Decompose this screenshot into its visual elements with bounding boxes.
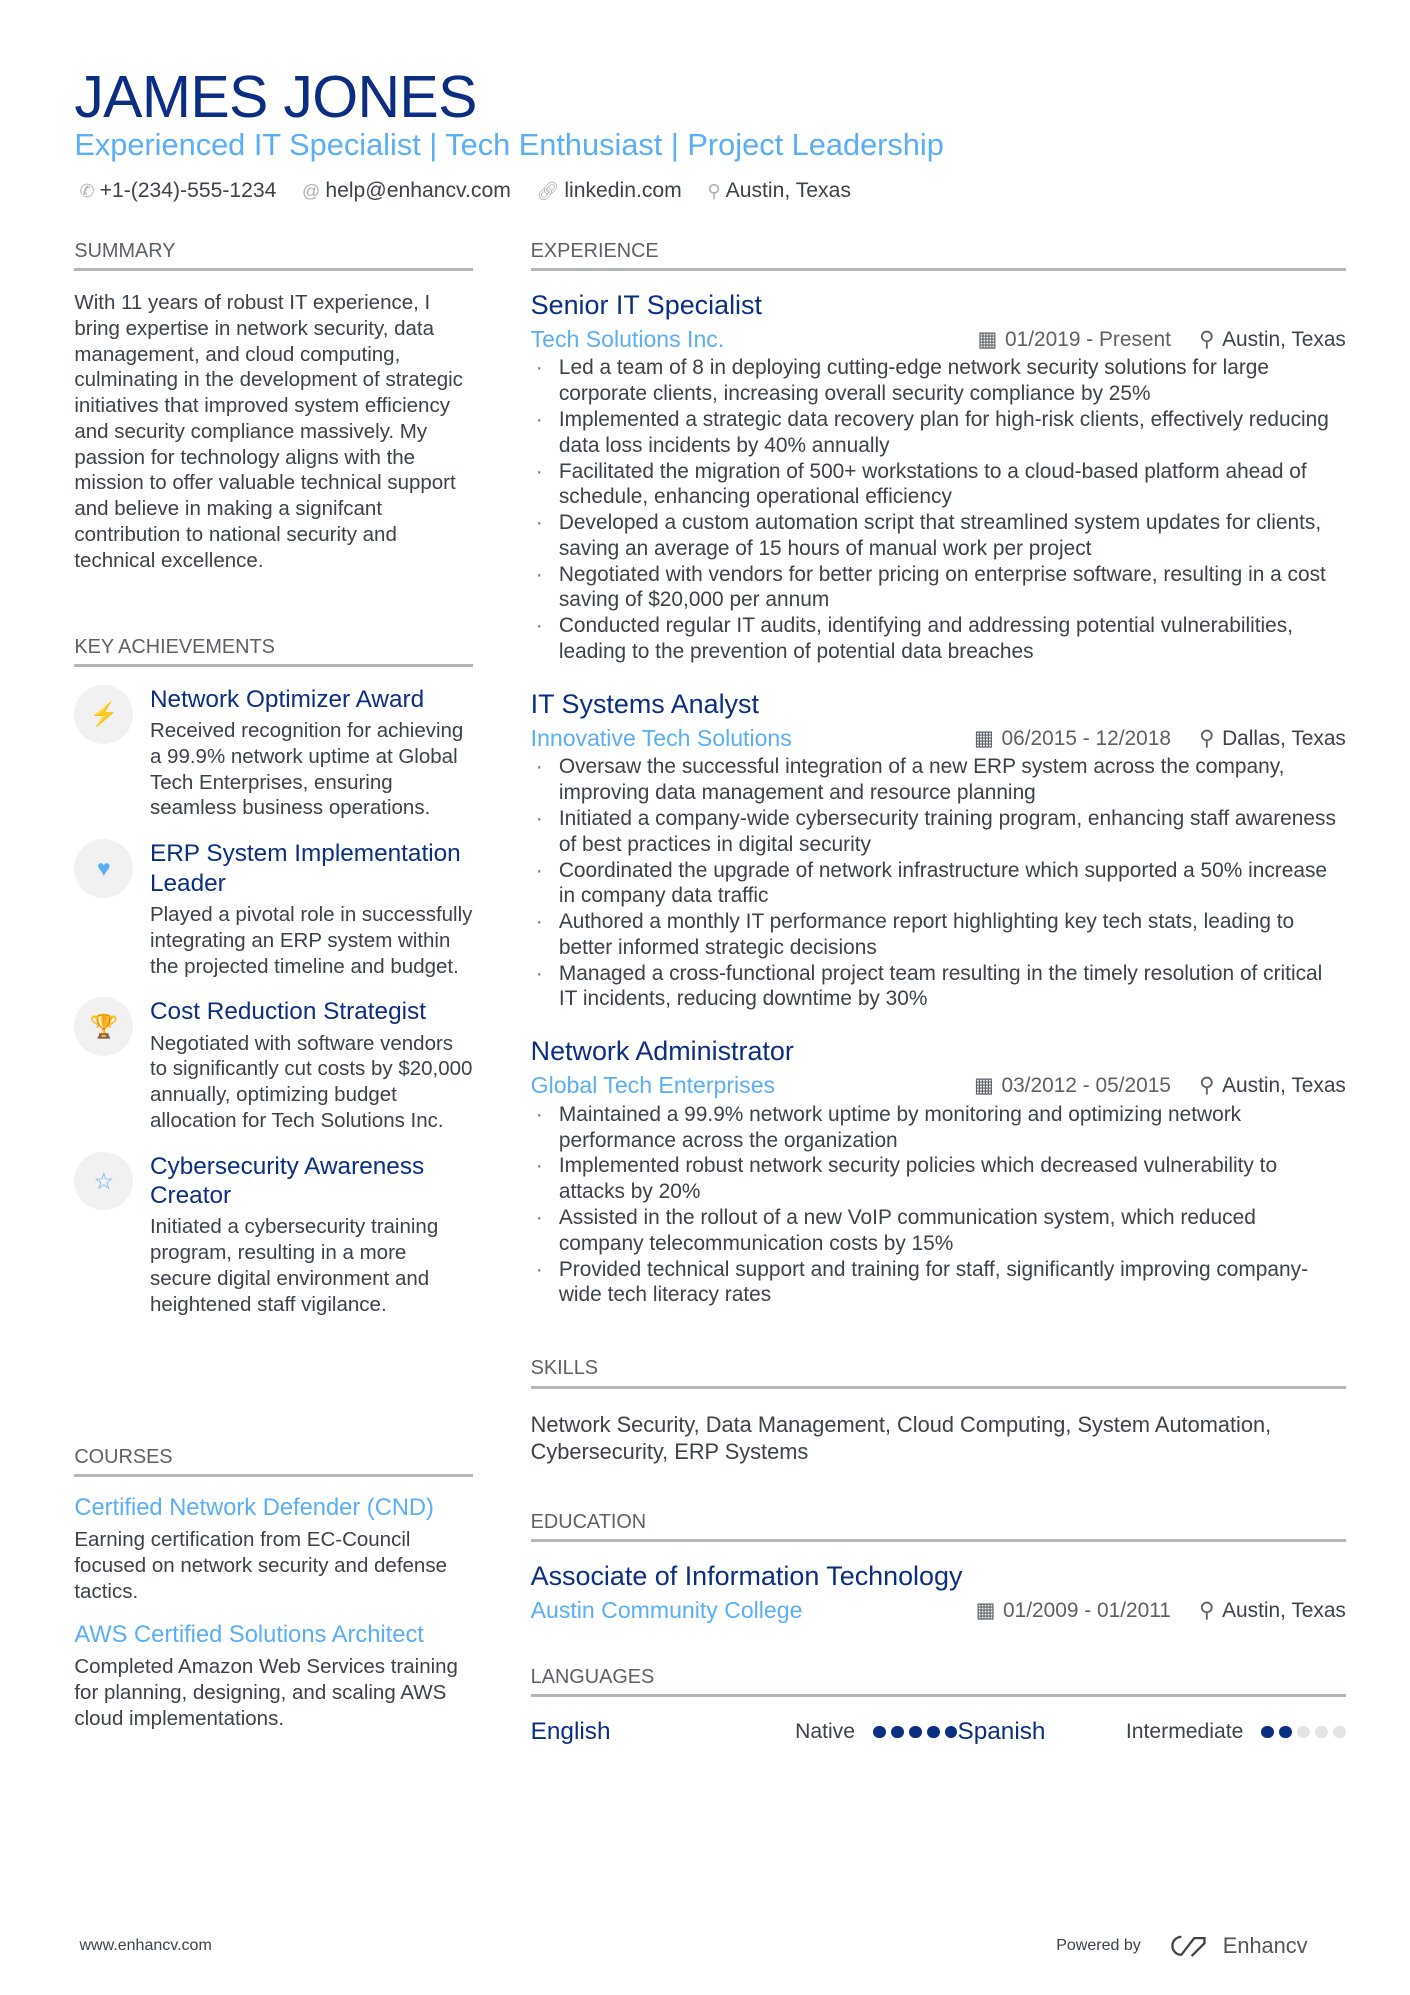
education-location: Austin, Texas [1222, 1599, 1346, 1623]
achievement-body [150, 685, 473, 821]
company-name[interactable]: Global Tech Enterprises [530, 1072, 776, 1099]
course-item [74, 1622, 473, 1731]
phone-icon: ✆ [79, 181, 95, 202]
location-pin-icon: ⚲ [707, 181, 721, 202]
course-text: Completed Amazon Web Services training for planning, designing, and scaling AWS cloud implementations. [74, 1655, 458, 1730]
trophy-icon: 🏆 [74, 997, 133, 1056]
job-bullet: · Led a team of 8 in deploying cutting-edge network security solutions for large corporate clients, increasing overall security compliance by 25% [531, 355, 1346, 407]
job-meta-row [531, 326, 1346, 353]
language-level: Native [795, 1719, 855, 1743]
achievements-heading: KEY ACHIEVEMENTS [74, 636, 473, 667]
job-entry [531, 688, 1346, 1012]
candidate-headline: Experienced IT Specialist | Tech Enthusiast | Project Leadership [74, 126, 944, 162]
location-text: Austin, Texas [725, 179, 851, 203]
rating-dot [891, 1726, 904, 1739]
summary-heading: SUMMARY [74, 240, 473, 271]
contact-location [707, 179, 851, 203]
language-rating [873, 1726, 958, 1739]
job-dates-wrap [974, 726, 1171, 751]
candidate-name: JAMES JONES [74, 65, 477, 131]
job-meta [974, 1073, 1346, 1098]
job-bullet: · Negotiated with vendors for better pricing on enterprise software, resulting in a cost saving of $20,000 per annum [531, 562, 1346, 614]
language-name: English [530, 1717, 611, 1745]
job-dates: 03/2012 - 05/2015 [1001, 1074, 1171, 1098]
course-title[interactable]: Certified Network Defender (CND) [74, 1494, 434, 1521]
rating-dot [1297, 1726, 1310, 1739]
rating-dot [873, 1726, 886, 1739]
job-bullet: · Maintained a 99.9% network uptime by monitoring and optimizing network performance across the organization [531, 1102, 1346, 1154]
location-pin-icon: ⚲ [1199, 1599, 1215, 1623]
experience-section [531, 240, 1346, 1308]
footer-url[interactable]: www.enhancv.com [79, 1935, 212, 1954]
language-item [957, 1718, 1345, 1746]
job-entry [531, 1035, 1346, 1308]
course-item [74, 1495, 473, 1604]
achievement-title: ERP System Implementation Leader [149, 840, 461, 897]
job-meta [974, 726, 1346, 751]
rating-dot [1315, 1726, 1328, 1739]
language-level: Intermediate [1125, 1719, 1244, 1743]
powered-by [1056, 1933, 1307, 1959]
school: Austin Community College [530, 1597, 803, 1624]
job-dates-wrap [974, 1073, 1171, 1098]
courses-list [74, 1495, 473, 1732]
job-bullets [531, 1102, 1346, 1308]
achievement-title: Cost Reduction Strategist [149, 998, 426, 1026]
bolt-icon: ⚡ [74, 685, 133, 744]
rating-dot [1279, 1726, 1292, 1739]
email-text[interactable]: help@enhancv.com [325, 179, 511, 203]
contact-bar [79, 179, 850, 203]
job-bullet: · Initiated a company-wide cybersecurity training program, enhancing staff awareness of best practices in digital security [531, 806, 1346, 858]
languages-list [531, 1718, 1346, 1746]
job-dates: 06/2015 - 12/2018 [1001, 726, 1171, 750]
company-name[interactable]: Innovative Tech Solutions [530, 724, 792, 751]
job-meta [978, 327, 1346, 352]
achievement-title: Cybersecurity Awareness Creator [149, 1152, 425, 1210]
job-location: Austin, Texas [1222, 327, 1346, 351]
calendar-icon: ▦ [975, 1599, 996, 1623]
achievement-body [150, 839, 473, 979]
achievements-section [74, 636, 473, 1323]
job-bullet: · Oversaw the successful integration of a new ERP system across the company, improving data management and resource planning [531, 754, 1346, 806]
link-text[interactable]: linkedin.com [564, 179, 682, 203]
achievement-title: Network Optimizer Award [149, 685, 425, 713]
skills-text: Network Security, Data Management, Cloud Computing, System Automation, Cybersecurity, ERP Systems [530, 1411, 1272, 1464]
course-title[interactable]: AWS Certified Solutions Architect [74, 1622, 424, 1649]
job-bullet: · Authored a monthly IT performance report highlighting key tech stats, leading to better informed strategic decisions [531, 909, 1346, 961]
phone-text: +1-(234)-555-1234 [99, 179, 277, 203]
job-bullet: · Provided technical support and training for staff, significantly improving company-wide tech literacy rates [531, 1257, 1346, 1309]
job-bullet: · Implemented robust network security policies which decreased vulnerability to attacks by 20% [531, 1153, 1346, 1205]
heart-icon: ♥ [74, 839, 133, 898]
calendar-icon: ▦ [974, 1074, 994, 1098]
contact-email[interactable] [302, 179, 511, 203]
course-text: Earning certification from EC-Council focused on network security and defense tactics. [74, 1528, 447, 1603]
link-icon: 🔗︎ [536, 181, 560, 202]
achievement-body [150, 1152, 473, 1318]
languages-heading: LANGUAGES [531, 1666, 1346, 1697]
rating-dot [1333, 1726, 1346, 1739]
job-bullets [531, 754, 1346, 1012]
achievement-text: Negotiated with software vendors to significantly cut costs by $20,000 annually, optimizing budget allocation for Tech Solutions Inc. [149, 1031, 473, 1132]
at-icon: @ [302, 181, 321, 202]
job-bullet: · Assisted in the rollout of a new VoIP communication system, which reduced company telecommunication costs by 15% [531, 1205, 1346, 1257]
calendar-icon: ▦ [974, 726, 994, 750]
powered-by-label: Powered by [1056, 1936, 1141, 1955]
education-section [531, 1511, 1346, 1624]
job-location-wrap [1199, 1073, 1346, 1098]
job-dates: 01/2019 - Present [1004, 327, 1171, 351]
achievement-text: Received recognition for achieving a 99.9% network uptime at Global Tech Enterprises, ensuring seamless business operations. [149, 719, 464, 820]
job-bullet: · Coordinated the upgrade of network infrastructure which supported a 50% increase in company data traffic [531, 858, 1346, 910]
star-half-icon: ☆ [74, 1152, 133, 1211]
education-entry [531, 1560, 1346, 1624]
language-name: Spanish [957, 1717, 1046, 1745]
job-title: Senior IT Specialist [530, 289, 762, 320]
achievement-text: Initiated a cybersecurity training program, resulting in a more secure digital environment and heightened staff vigilance. [149, 1215, 439, 1316]
summary-section [74, 240, 473, 574]
achievement-item [74, 997, 473, 1133]
job-bullets [531, 355, 1346, 664]
location-pin-icon: ⚲ [1199, 1074, 1215, 1098]
languages-section [531, 1666, 1346, 1746]
job-location: Austin, Texas [1222, 1074, 1346, 1098]
rating-dot [927, 1726, 940, 1739]
job-location-wrap [1199, 726, 1346, 751]
language-rating [1261, 1726, 1346, 1739]
job-location: Dallas, Texas [1222, 726, 1346, 750]
job-meta-row [531, 725, 1346, 752]
job-title: IT Systems Analyst [530, 688, 759, 719]
job-meta-row [531, 1072, 1346, 1099]
calendar-icon: ▦ [977, 327, 998, 351]
job-title: Network Administrator [530, 1036, 794, 1067]
achievement-item [74, 839, 473, 979]
enhancv-logo-icon [1166, 1933, 1212, 1959]
location-pin-icon: ⚲ [1199, 726, 1215, 750]
job-bullet: · Developed a custom automation script that streamlined system updates for clients, saving an average of 15 hours of manual work per project [531, 510, 1346, 562]
job-bullet: · Facilitated the migration of 500+ workstations to a cloud-based platform ahead of schedule, enhancing operational efficiency [531, 459, 1346, 511]
company-name[interactable]: Tech Solutions Inc. [530, 325, 725, 352]
brand-name: Enhancv [1222, 1932, 1308, 1958]
achievement-item [74, 685, 473, 821]
rating-dot [945, 1726, 958, 1739]
experience-list [531, 289, 1346, 1308]
rating-dot [1261, 1726, 1274, 1739]
education-heading: EDUCATION [531, 1511, 1346, 1542]
achievement-body [150, 997, 473, 1133]
enhancv-logo [1166, 1933, 1307, 1959]
courses-heading: COURSES [74, 1446, 473, 1477]
achievement-text: Played a pivotal role in successfully integrating an ERP system within the projected timeline and budget. [149, 902, 473, 978]
degree: Associate of Information Technology [530, 1561, 963, 1592]
job-location-wrap [1199, 327, 1346, 352]
contact-link[interactable] [536, 179, 681, 203]
achievements-list [74, 685, 473, 1318]
contact-phone [79, 179, 276, 203]
skills-section [531, 1357, 1346, 1465]
job-bullet: · Conducted regular IT audits, identifying and addressing potential vulnerabilities, leading to the prevention of potential data breaches [531, 613, 1346, 665]
skills-heading: SKILLS [531, 1357, 1346, 1388]
job-entry [531, 289, 1346, 665]
rating-dot [909, 1726, 922, 1739]
job-bullet: · Implemented a strategic data recovery plan for high-risk clients, effectively reducing data loss incidents by 40% annually [531, 407, 1346, 459]
language-item [531, 1718, 958, 1746]
job-bullet: · Managed a cross-functional project team resulting in the timely resolution of critical IT incidents, reducing downtime by 30% [531, 961, 1346, 1013]
courses-section [74, 1446, 473, 1732]
achievement-item [74, 1152, 473, 1318]
education-dates: 01/2009 - 01/2011 [1003, 1599, 1171, 1623]
location-pin-icon: ⚲ [1199, 327, 1215, 351]
summary-text: With 11 years of robust IT experience, I bring expertise in network security, data management, and cloud computing, culminating in the development of strategic initiatives that improved system efficiency and security compliance massively. My passion for technology aligns with the mission to offer valuable technical support and believe in making a signifcant contribution to national security and technical excellence. [74, 291, 463, 572]
experience-heading: EXPERIENCE [531, 240, 1346, 271]
job-dates-wrap [978, 327, 1171, 352]
